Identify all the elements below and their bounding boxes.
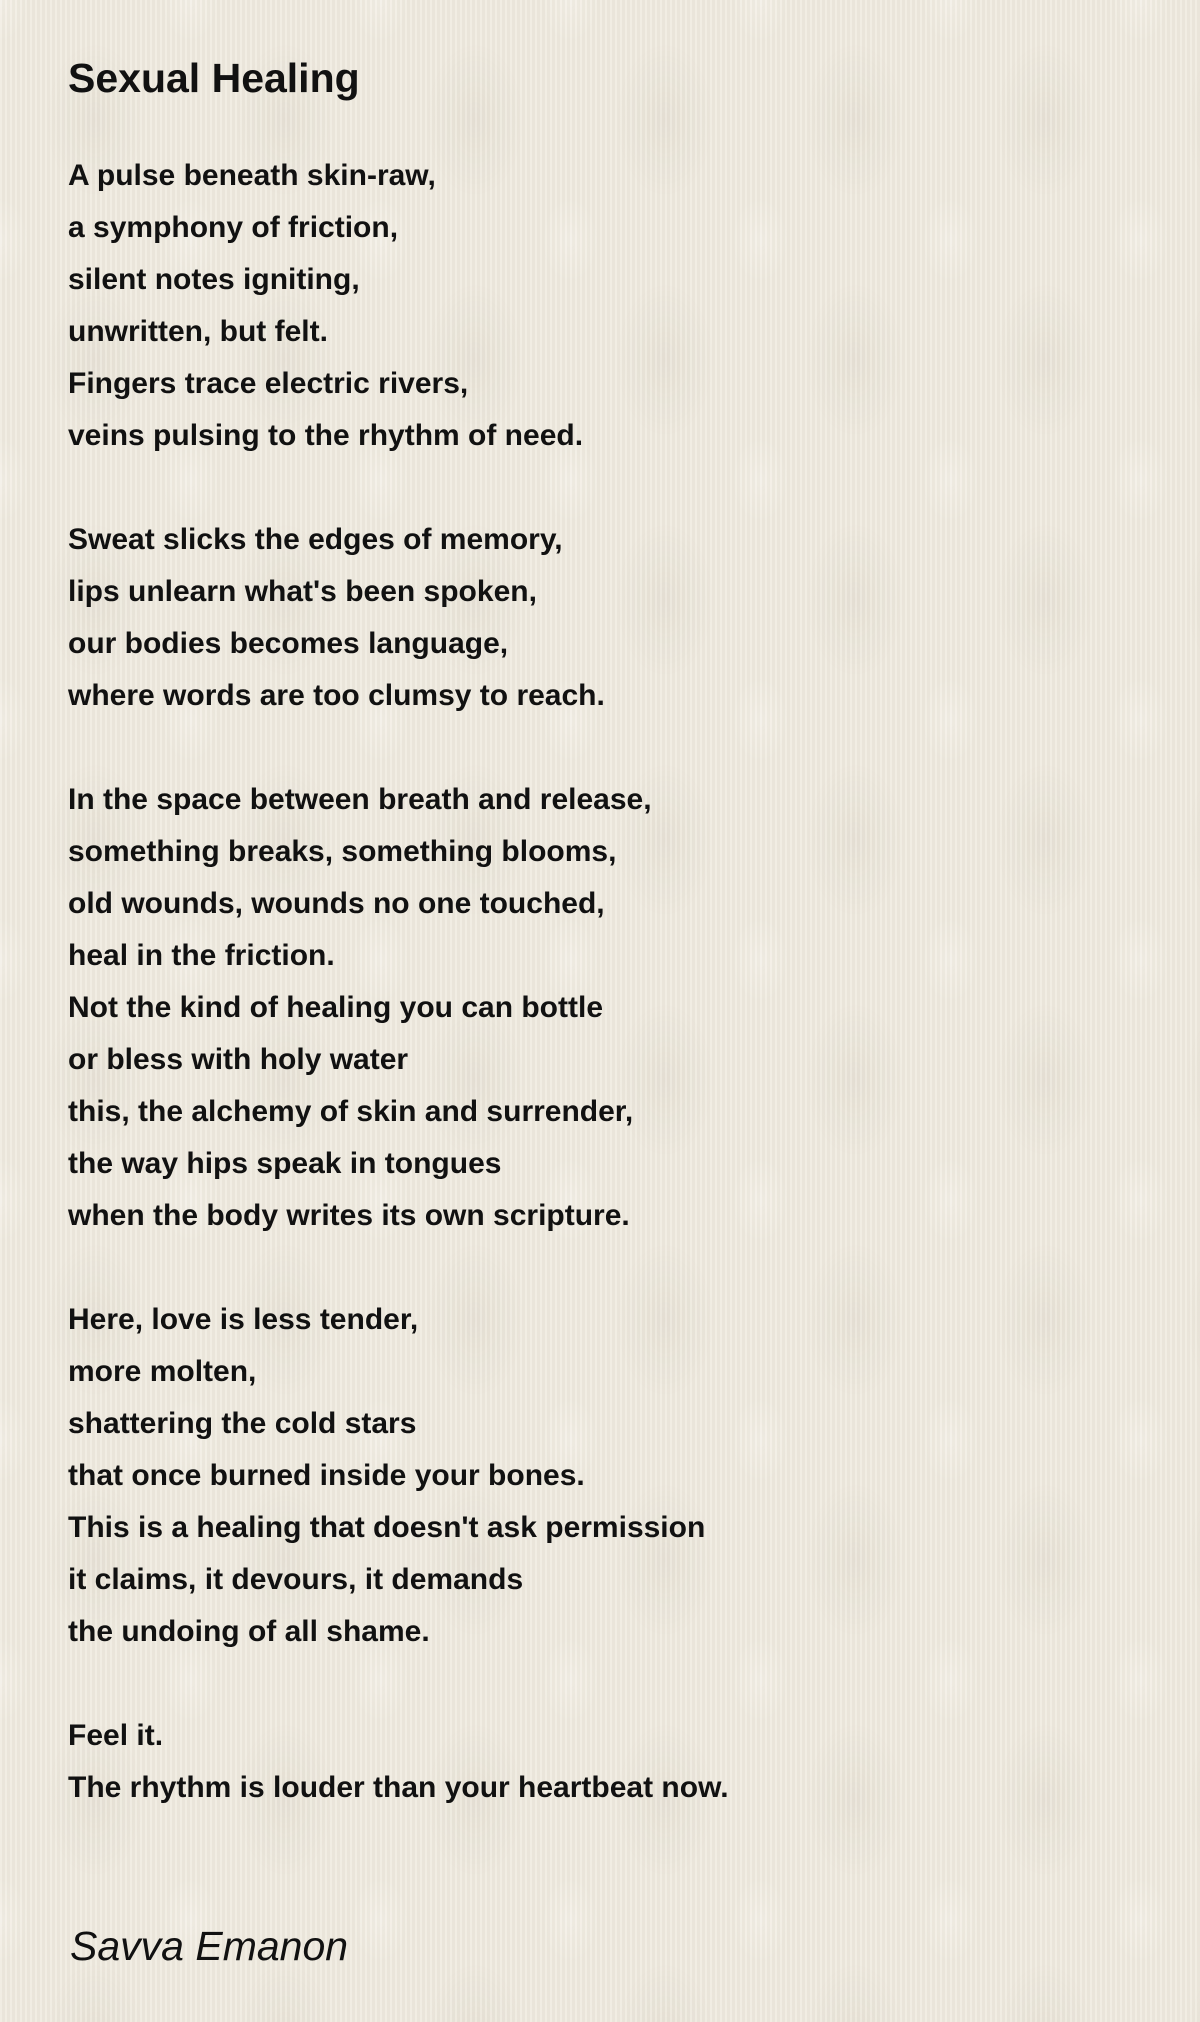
poem-line: In the space between breath and release, — [68, 783, 652, 816]
poem-line: something breaks, something blooms, — [68, 835, 617, 868]
poem-author: Savva Emanon — [70, 1923, 349, 1969]
poem-line: a symphony of friction, — [68, 211, 399, 244]
poem-line: A pulse beneath skin-raw, — [68, 159, 436, 192]
poem-line: veins pulsing to the rhythm of need. — [68, 419, 584, 452]
poem-title: Sexual Healing — [68, 55, 360, 101]
stanza-4 — [68, 1294, 1128, 1658]
poem-line: Not the kind of healing you can bottle — [68, 991, 604, 1024]
poem-line: shattering the cold stars — [68, 1407, 417, 1440]
poem-line: or bless with holy water — [68, 1043, 409, 1076]
poem-line: the way hips speak in tongues — [68, 1147, 502, 1180]
poem-line: The rhythm is louder than your heartbeat now. — [68, 1771, 729, 1804]
stanza-3 — [68, 774, 1128, 1242]
poem-line: this, the alchemy of skin and surrender, — [68, 1095, 634, 1128]
poem-line: it claims, it devours, it demands — [68, 1563, 524, 1596]
poem-line: lips unlearn what's been spoken, — [68, 575, 537, 608]
stanza-1 — [68, 150, 1128, 462]
poem-line: unwritten, but felt. — [68, 315, 328, 348]
poem-line: when the body writes its own scripture. — [68, 1199, 630, 1232]
poem-line: Sweat slicks the edges of memory, — [68, 523, 563, 556]
poem-body — [68, 150, 1128, 1866]
poem-line: more molten, — [68, 1355, 257, 1388]
poem-line: that once burned inside your bones. — [68, 1459, 585, 1492]
poem-line: silent notes igniting, — [68, 263, 360, 296]
stanza-5 — [68, 1710, 1128, 1814]
stanza-2 — [68, 514, 1128, 722]
poem-line: Here, love is less tender, — [68, 1303, 419, 1336]
poem-line: heal in the friction. — [68, 939, 335, 972]
poem-line: Feel it. — [68, 1719, 164, 1752]
poem-line: where words are too clumsy to reach. — [68, 679, 605, 712]
poem-line: our bodies becomes language, — [68, 627, 509, 660]
poem-line: This is a healing that doesn't ask permission — [68, 1511, 706, 1544]
poem-line: Fingers trace electric rivers, — [68, 367, 469, 400]
poem-line: old wounds, wounds no one touched, — [68, 887, 605, 920]
poem-line: the undoing of all shame. — [68, 1615, 430, 1648]
